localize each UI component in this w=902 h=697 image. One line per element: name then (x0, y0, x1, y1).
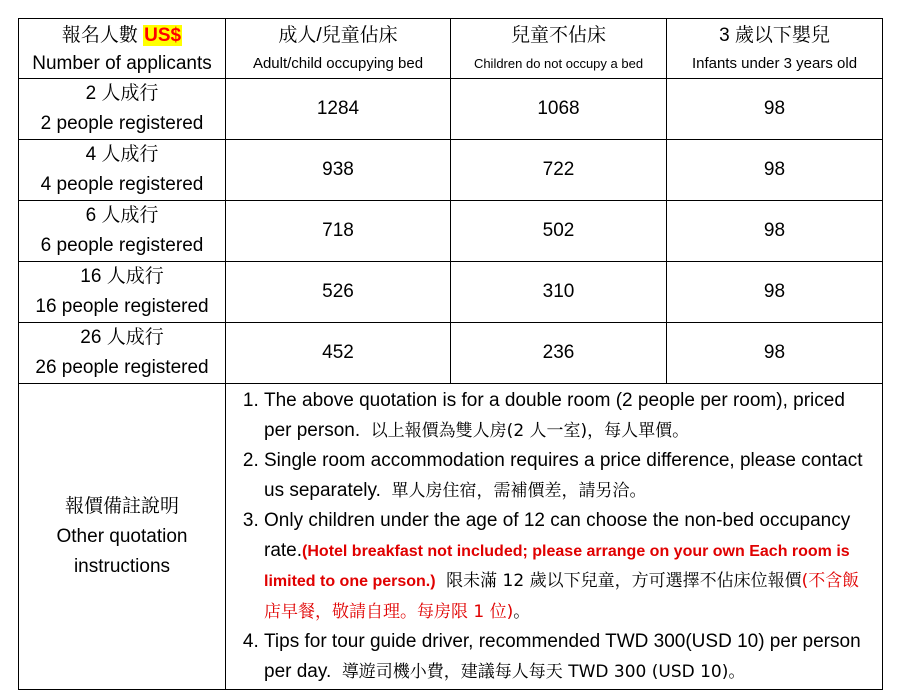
notes-label-en-1: Other quotation (56, 525, 188, 547)
price-child: 502 (451, 201, 667, 262)
note-item: 4. Tips for tour guide driver, recommended TWD 300(USD 10) per person per day. 導遊司機小費，建議每人每天 TWD 300 (USD 10)。 (264, 627, 874, 687)
table-row (19, 79, 883, 140)
header-infant (667, 19, 883, 79)
price-adult: 526 (226, 262, 451, 323)
header-infant-en: Infants under 3 years old (691, 54, 858, 72)
note-item: 2. Single room accommodation requires a price difference, please contact us separately. 單人房住宿，需補價差，請另洽。 (264, 446, 874, 506)
price-adult: 1284 (226, 79, 451, 140)
table-row (19, 323, 883, 384)
notes-label (19, 384, 226, 690)
row-label: 4 人成行 4 people registered (19, 140, 226, 201)
price-child: 722 (451, 140, 667, 201)
price-infant: 98 (667, 79, 883, 140)
table-row (19, 262, 883, 323)
header-child-no-bed (451, 19, 667, 79)
row-label: 2 人成行 2 people registered (19, 79, 226, 140)
header-adult-bed-zh: 成人/兒童佔床 (278, 24, 398, 46)
price-infant: 98 (667, 323, 883, 384)
currency-badge: US$ (144, 24, 182, 46)
note-item: 1. The above quotation is for a double room (2 people per room), priced per person. 以上報價為雙人房(2 人一室)，每人單價。 (264, 386, 874, 446)
note-item: 3. Only children under the age of 12 can choose the non-bed occupancy rate.(Hotel breakfast not included; please arrange on your own Each room is limited to one person.) 限未滿 12 歲以下兒童，方可選擇不佔床位報價(不含飯店早餐，敬請自理。每房限 1 位)。 (264, 506, 874, 627)
row-label: 16 人成行 16 people registered (19, 262, 226, 323)
table-row (19, 140, 883, 201)
row-label: 6 人成行 6 people registered (19, 201, 226, 262)
notes-label-zh: 報價備註說明 (64, 495, 179, 517)
notes-content (226, 384, 883, 690)
quotation-table (18, 18, 883, 690)
price-infant: 98 (667, 201, 883, 262)
price-infant: 98 (667, 262, 883, 323)
header-child-no-bed-zh: 兒童不佔床 (510, 24, 606, 46)
price-adult: 718 (226, 201, 451, 262)
header-adult-bed (226, 19, 451, 79)
price-infant: 98 (667, 140, 883, 201)
notes-row (19, 384, 883, 690)
header-applicants-en: Number of applicants (32, 52, 212, 74)
price-child: 310 (451, 262, 667, 323)
notes-label-en-2: instructions (73, 555, 171, 577)
row-label: 26 人成行 26 people registered (19, 323, 226, 384)
header-applicants (19, 19, 226, 79)
notes-list (234, 386, 874, 687)
header-adult-bed-en: Adult/child occupying bed (252, 54, 424, 72)
header-infant-zh: 3 歲以下嬰兒 (719, 24, 830, 46)
price-child: 236 (451, 323, 667, 384)
header-row (19, 19, 883, 79)
price-adult: 452 (226, 323, 451, 384)
table-row (19, 201, 883, 262)
price-adult: 938 (226, 140, 451, 201)
header-child-no-bed-en: Children do not occupy a bed (473, 55, 644, 71)
header-applicants-zh: 報名人數 (61, 24, 138, 46)
price-child: 1068 (451, 79, 667, 140)
